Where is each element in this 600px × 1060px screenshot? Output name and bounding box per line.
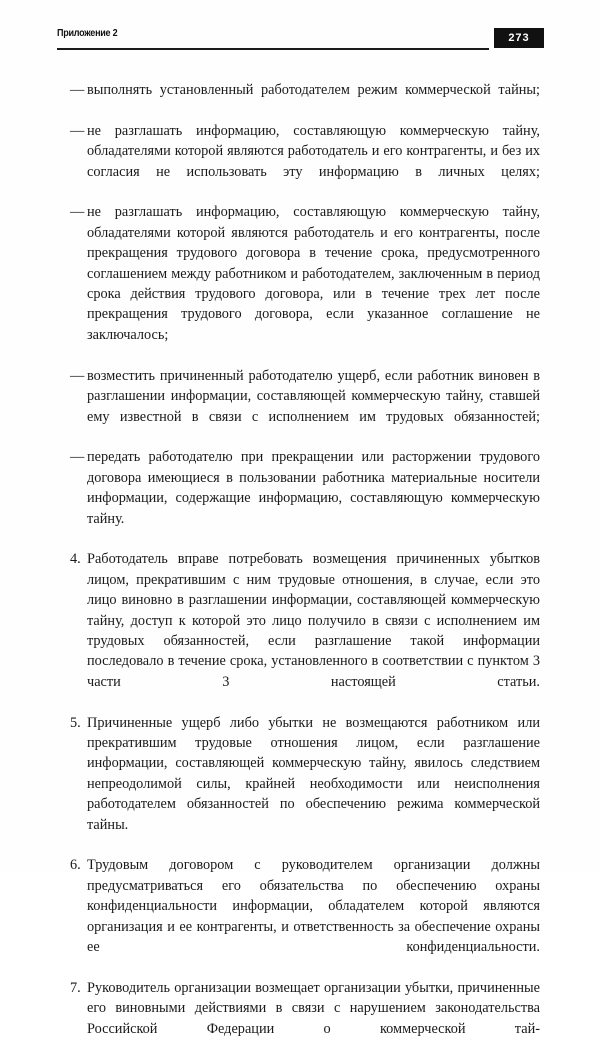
list-dash: — <box>70 449 84 466</box>
paragraph-text: возместить причиненный работодателю ущерб, если работник виновен в разглашении информации, составляющей коммерческую тайну, ставшей ему известной в связи с исполнением им трудовых обязанностей; <box>87 367 540 425</box>
list-number: 4. <box>70 551 81 568</box>
paragraph-text: Причиненные ущерб либо убытки не возмещаются работником или прекратившим трудовые отношения лицом, если разглашение информации, составляющей коммерческую тайну, явилось следствием непреодолимой силы, крайней необходимости или неисполнения работодателем обязанностей по обеспечению режима коммерческой тайны. <box>87 714 540 833</box>
paragraph-text: Руководитель организации возмещает организации убытки, причиненные его виновными действиями в связи с нарушением законодательства Российской Федерации о коммерческой тай- <box>87 979 540 1037</box>
numbered-paragraph <box>70 978 540 1060</box>
list-dash: — <box>70 122 84 139</box>
list-dash: — <box>70 367 84 384</box>
dash-bullet-paragraph <box>70 447 540 549</box>
dash-bullet-paragraph <box>70 366 540 448</box>
list-number: 6. <box>70 857 81 874</box>
dash-bullet-paragraph <box>70 80 540 121</box>
paragraph-text: не разглашать информацию, составляющую коммерческую тайну, обладателями которой являются работодатель и его контрагенты, и без их согласия не использовать эту информацию в личных целях; <box>87 122 540 180</box>
running-header <box>57 27 544 51</box>
numbered-paragraph <box>70 549 540 712</box>
header-divider <box>57 48 489 50</box>
dash-bullet-paragraph <box>70 121 540 203</box>
numbered-paragraph <box>70 713 540 856</box>
page-number-badge: 273 <box>494 28 544 48</box>
list-dash: — <box>70 82 84 98</box>
paragraph-text: выполнять установленный работодателем режим коммерческой тайны; <box>87 82 540 98</box>
numbered-paragraph <box>70 855 540 977</box>
paragraph-text: Работодатель вправе потребовать возмещения причиненных убытков лицом, прекратившим с ним трудовые отношения, в случае, если это лицо виновно в разглашении информации, составляющей коммерческую тайну, доступ к которой это лицо получило в связи с исполнением им трудовых обязанностей, если разглашение такой информации последовало в течение срока, установленного в соответствии с пунктом 3 части 3 настоящей статьи. <box>87 551 540 690</box>
list-dash: — <box>70 204 84 221</box>
paragraph-text: Трудовым договором с руководителем организации должны предусматриваться его обязательства по обеспечению охраны конфиденциальности информации, обладателем которой являются организация и ее контрагенты, и ответственность за обеспечение охраны ее конфиденциальности. <box>87 857 540 956</box>
paragraph-text: передать работодателю при прекращении или расторжении трудового договора имеющиеся в пользовании работника материальные носители информации, содержащие информацию, составляющую коммерческую тайну. <box>87 449 540 527</box>
list-number: 7. <box>70 979 81 996</box>
dash-bullet-paragraph <box>70 202 540 365</box>
running-header-title: Приложение 2 <box>57 27 118 39</box>
paragraph-text: не разглашать информацию, составляющую коммерческую тайну, обладателями которой являются работодатель и его контрагенты, после прекращения трудового договора в течение срока, предусмотренного соглашением между работником и работодателем, заключенным в период срока действия трудового договора, или в течение трех лет после прекращения трудового договора, если указанное соглашение не заключалось; <box>87 204 540 343</box>
page-body <box>70 80 540 1060</box>
list-number: 5. <box>70 714 81 731</box>
